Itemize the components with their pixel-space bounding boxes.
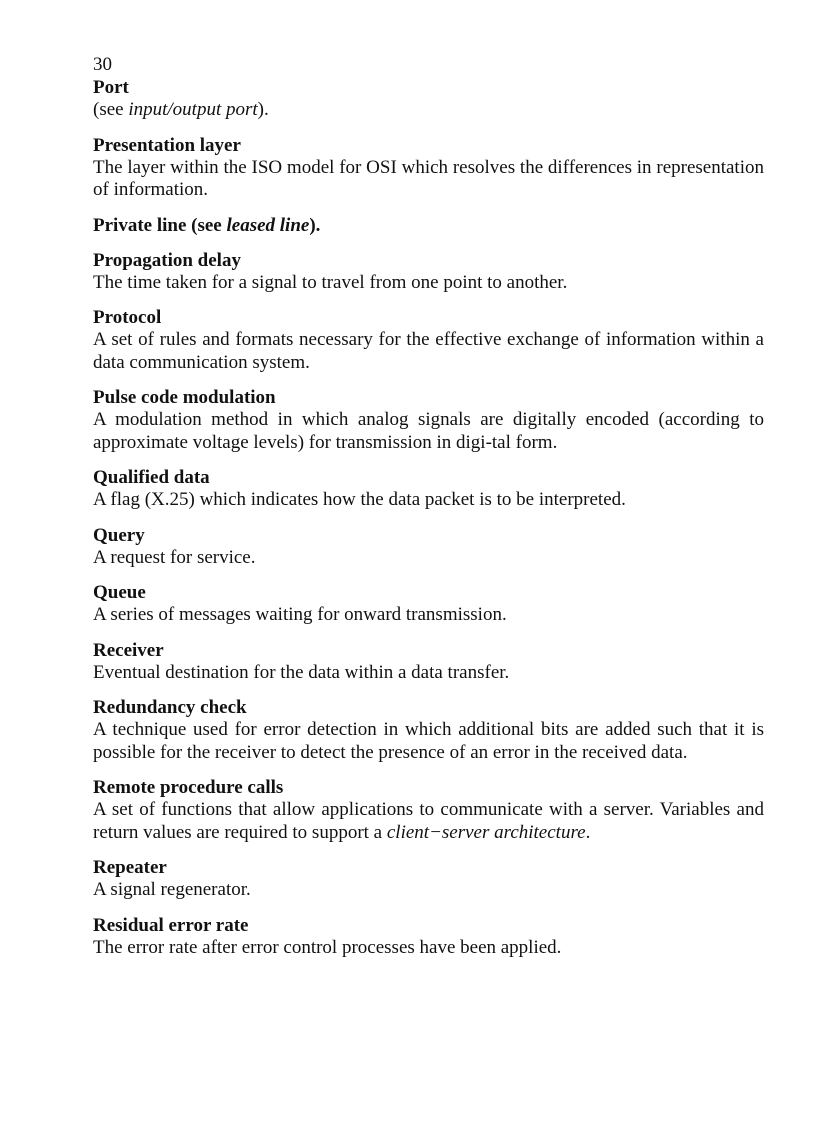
term: Redundancy check [93, 697, 247, 718]
term: Presentation layer [93, 134, 241, 156]
term: Pulse code modulation [93, 387, 276, 408]
entry-qualified-data [93, 466, 764, 512]
entry-port [93, 76, 764, 122]
entry-query [93, 524, 764, 570]
entry-protocol [93, 306, 764, 374]
definition: A series of messages waiting for onward transmission. [93, 604, 507, 625]
entry-presentation-layer [93, 134, 764, 202]
glossary-page [93, 54, 764, 971]
definition: A request for service. [93, 546, 256, 568]
entry-repeater [93, 856, 764, 902]
term: Residual error rate [93, 914, 249, 936]
page-number: 30 [93, 54, 112, 75]
entry-pulse-code-modulation [93, 386, 764, 454]
definition: A flag (X.25) which indicates how the data packet is to be interpreted. [93, 489, 626, 510]
definition: A set of functions that allow applications to communicate with a server. Variables and return values are required to support a client−server architecture. [93, 799, 764, 843]
entry-private-line [93, 214, 764, 237]
term: Remote procedure calls [93, 777, 284, 798]
definition: A technique used for error detection in which additional bits are added such that it is possible for the receiver to detect the presence of an error in the received data. [93, 719, 764, 763]
definition: A signal regenerator. [93, 879, 251, 900]
entry-receiver [93, 639, 764, 685]
entry-remote-procedure-calls [93, 776, 764, 844]
entry-residual-error-rate [93, 914, 764, 960]
term: Port [93, 77, 129, 98]
term: Queue [93, 582, 146, 603]
definition: The error rate after error control processes have been applied. [93, 936, 562, 958]
definition: The time taken for a signal to travel from one point to another. [93, 271, 568, 293]
term: Query [93, 524, 145, 546]
term: Propagation delay [93, 249, 241, 271]
term: Private line (see leased line). [93, 214, 321, 236]
term: Qualified data [93, 467, 210, 488]
term: Receiver [93, 639, 164, 661]
entry-redundancy-check [93, 696, 764, 764]
term: Repeater [93, 857, 167, 878]
definition: The layer within the ISO model for OSI which resolves the differences in representation of information. [93, 156, 764, 200]
term: Protocol [93, 307, 162, 328]
definition: Eventual destination for the data within a data transfer. [93, 661, 510, 683]
entry-propagation-delay [93, 249, 764, 295]
definition: (see input/output port). [93, 99, 269, 120]
definition: A set of rules and formats necessary for the effective exchange of information within a data communication system. [93, 329, 764, 373]
entry-queue [93, 581, 764, 627]
definition: A modulation method in which analog signals are digitally encoded (according to approximate voltage levels) for transmission in digi-tal form. [93, 409, 764, 453]
cross-reference: leased line [226, 214, 310, 236]
cross-reference: client−server architecture [386, 821, 586, 843]
cross-reference: input/output port [128, 99, 258, 120]
